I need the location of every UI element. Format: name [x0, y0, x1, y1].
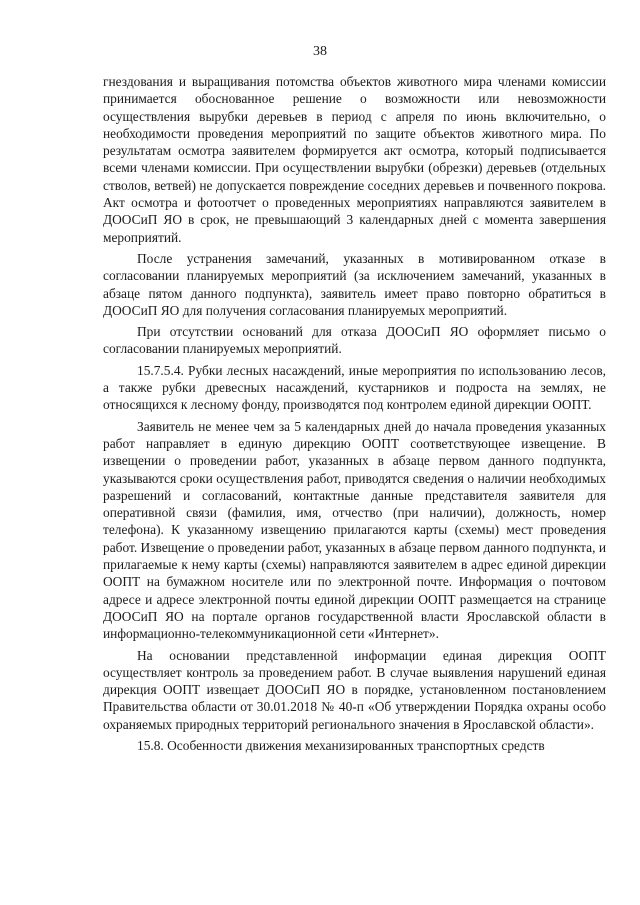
- paragraph-control: На основании представленной информации единая дирекция ООПТ осуществляет контроль за проведением работ. В случае выявления нарушений единая дирекция ООПТ извещает ДООСиП ЯО в порядке, установленном постановлением Правительства области от 30.01.2018 № 40-п «Об утверждении Порядка охраны особо охраняемых природных территорий регионального значения в Ярославской области».: [103, 647, 606, 732]
- paragraph-resubmission: После устранения замечаний, указанных в мотивированном отказе в согласовании планируемых мероприятий (за исключением замечаний, указанных в абзаце пятом данного подпункта), заявитель имеет право повторно обратиться в ДООСиП ЯО для получения согласования планируемых мероприятий.: [103, 250, 606, 318]
- paragraph-15-7-5-4: 15.7.5.4. Рубки лесных насаждений, иные мероприятия по использованию лесов, а также рубки древесных насаждений, кустарников и подроста на землях, не относящихся к лесному фонду, производятся под контролем единой дирекции ООПТ.: [103, 362, 606, 413]
- paragraph-notification: Заявитель не менее чем за 5 календарных дней до начала проведения указанных работ направляет в единую дирекцию ООПТ соответствующее извещение. В извещении о проведении работ, указанных в абзаце первом данного подпункта, указываются сроки осуществления работ, приводятся сведения о наличии необходимых разрешений и согласований, контактные данные представителя заявителя для оперативной связи (фамилия, имя, отчество (при наличии), должность, номер телефона). К указанному извещению прилагаются карты (схемы) мест проведения работ. Извещение о проведении работ, указанных в абзаце первом данного подпункта, и прилагаемые к нему карты (схемы) направляются заявителем в адрес единой дирекции ООПТ на бумажном носителе или по электронной почте. Информация о почтовом адресе и адресе электронной почты единой дирекции ООПТ размещается на странице ДООСиП ЯО на портале органов государственной власти Ярославской области в информационно-телекоммуникационной сети «Интернет».: [103, 418, 606, 642]
- section-heading-15-8: 15.8. Особенности движения механизированных транспортных средств: [137, 737, 545, 753]
- paragraph-approval-letter: При отсутствии оснований для отказа ДООСиП ЯО оформляет письмо о согласовании планируемых мероприятий.: [103, 324, 606, 357]
- page-number: 38: [313, 44, 327, 59]
- paragraph-continuation: гнездования и выращивания потомства объектов животного мира членами комиссии принимается обоснованное решение о возможности или невозможности осуществления вырубки деревьев в период с апреля по июнь включительно, о необходимости проведения мероприятий по защите объектов животного мира. По результатам осмотра заявителем формируется акт осмотра, который подписывается всеми членами комиссии. При осуществлении вырубки (обрезки) деревьев (отдельных стволов, ветвей) не допускается повреждение соседних деревьев и почвенного покрова. Акт осмотра и фотоотчет о проведенных мероприятиях направляются заявителем в ДООСиП ЯО в срок, не превышающий 3 календарных дней с момента завершения мероприятий.: [103, 74, 606, 245]
- document-body: [103, 73, 606, 758]
